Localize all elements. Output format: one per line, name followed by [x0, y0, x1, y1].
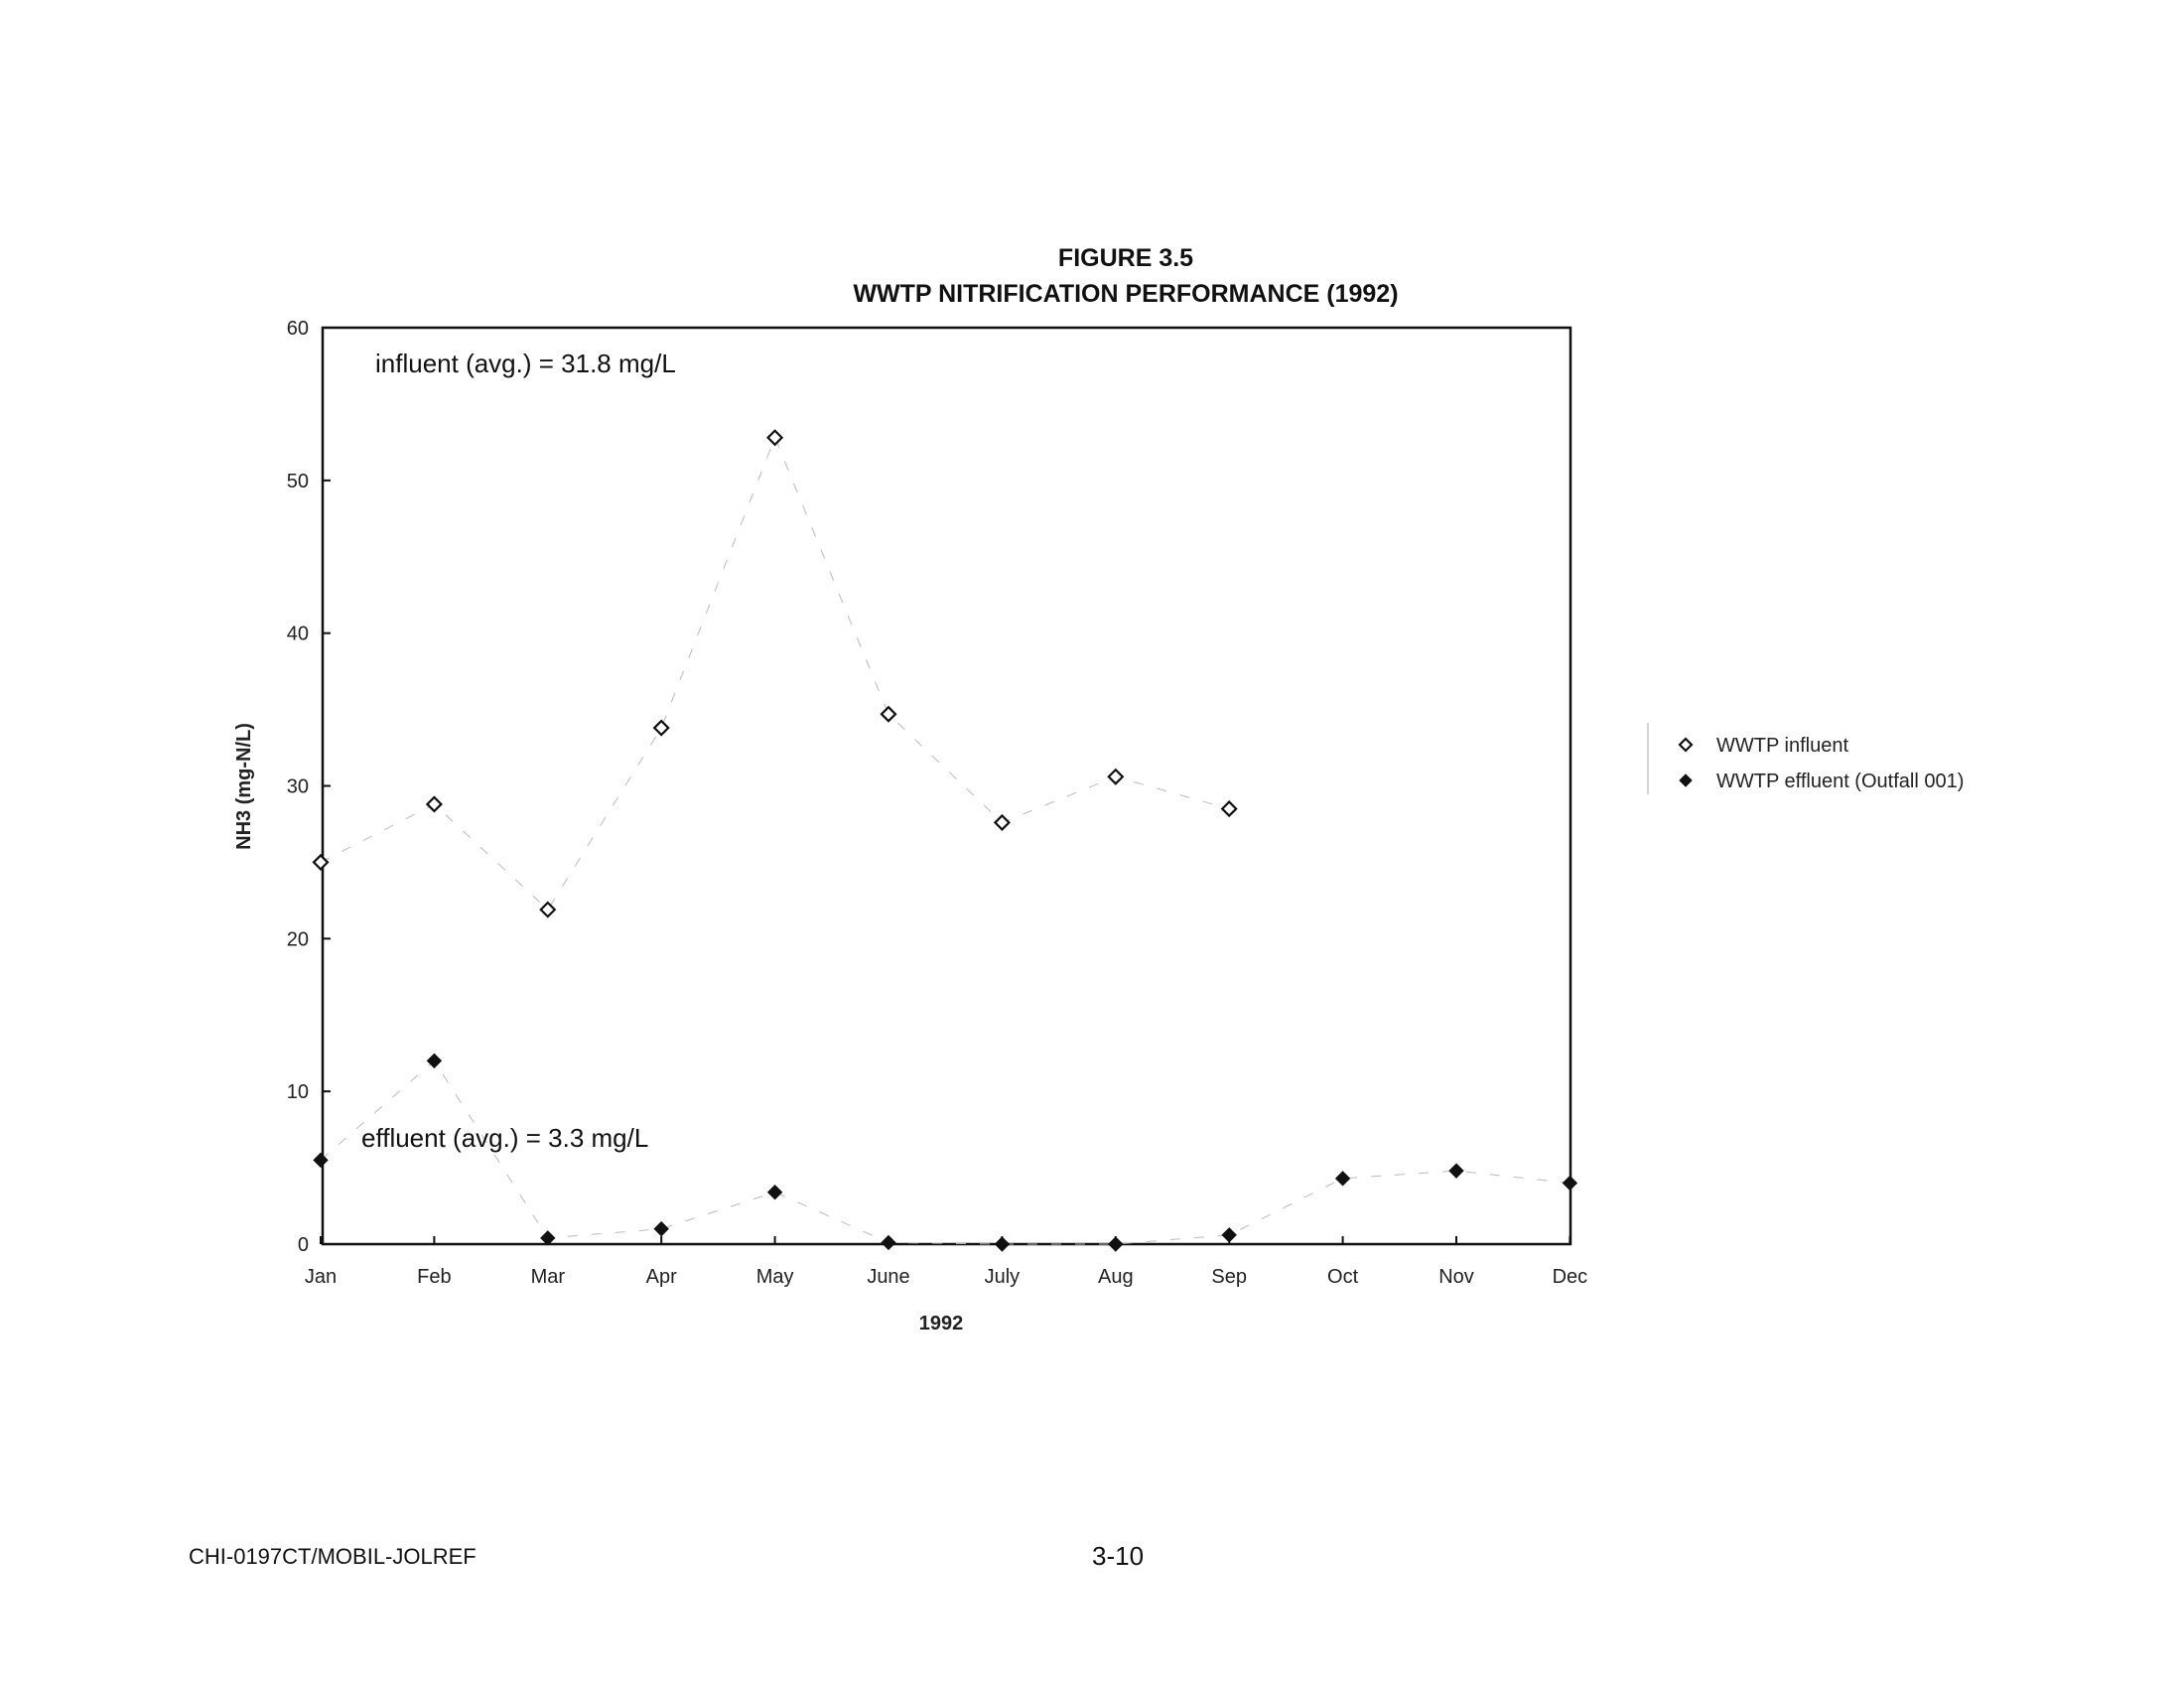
legend-marker-influent [1680, 739, 1692, 751]
influent-point-may [768, 431, 782, 445]
influent-average-annotation: influent (avg.) = 31.8 mg/L [375, 349, 676, 378]
legend-label-effluent: WWTP effluent (Outfall 001) [1716, 771, 1965, 792]
influent-point-apr [654, 721, 668, 735]
effluent-point-oct [1336, 1172, 1350, 1186]
effluent-point-sep [1222, 1228, 1236, 1242]
influent-point-june [882, 707, 895, 721]
document-reference: CHI-0197CT/MOBIL-JOLREF [189, 1544, 477, 1569]
y-tick-label: 40 [286, 623, 309, 645]
y-axis-ticks [287, 318, 331, 1256]
influent-point-mar [541, 903, 555, 916]
x-tick-label-mar: Mar [530, 1266, 566, 1288]
x-tick-label-sep: Sep [1211, 1266, 1247, 1288]
effluent-average-annotation: effluent (avg.) = 3.3 mg/L [361, 1123, 649, 1153]
x-axis-label: 1992 [918, 1313, 964, 1334]
y-tick-label: 30 [286, 775, 309, 798]
x-tick-label-oct: Oct [1327, 1266, 1359, 1288]
influent-point-july [995, 815, 1009, 829]
x-tick-label-jan: Jan [304, 1266, 338, 1288]
y-tick-label: 50 [286, 470, 309, 492]
chart-subtitle: WWTP NITRIFICATION PERFORMANCE (1992) [853, 280, 1399, 308]
y-tick-label: 60 [286, 318, 309, 340]
effluent-point-june [882, 1235, 895, 1249]
page-number: 3-10 [1092, 1541, 1145, 1571]
x-tick-label-may: May [755, 1266, 794, 1288]
legend-marker-effluent [1680, 774, 1692, 786]
influent-point-jan [314, 855, 328, 869]
effluent-point-apr [654, 1222, 668, 1236]
effluent-point-dec [1563, 1176, 1576, 1190]
y-tick-label: 20 [286, 928, 309, 951]
legend [1648, 723, 1964, 794]
influent-point-sep [1222, 802, 1236, 816]
series-line-influent [321, 438, 1229, 910]
influent-point-aug [1109, 770, 1123, 783]
effluent-point-july [995, 1237, 1009, 1251]
effluent-point-mar [541, 1231, 555, 1245]
x-tick-label-dec: Dec [1552, 1266, 1588, 1288]
x-tick-label-june: June [867, 1266, 910, 1288]
y-tick-label: 0 [297, 1234, 309, 1256]
effluent-point-may [768, 1186, 782, 1199]
x-tick-label-aug: Aug [1098, 1266, 1134, 1288]
x-tick-label-apr: Apr [645, 1266, 677, 1288]
effluent-point-nov [1449, 1164, 1463, 1178]
x-tick-label-nov: Nov [1438, 1266, 1474, 1288]
influent-point-feb [427, 797, 441, 811]
x-tick-label-july: July [984, 1266, 1021, 1288]
plot-frame [323, 328, 1570, 1244]
y-tick-label: 10 [286, 1081, 309, 1104]
y-axis-label: NH3 (mg-N/L) [233, 723, 255, 850]
legend-label-influent: WWTP influent [1716, 735, 1848, 757]
x-tick-label-feb: Feb [417, 1266, 452, 1288]
effluent-point-aug [1109, 1237, 1123, 1251]
chart-title: FIGURE 3.5 [1057, 244, 1194, 272]
